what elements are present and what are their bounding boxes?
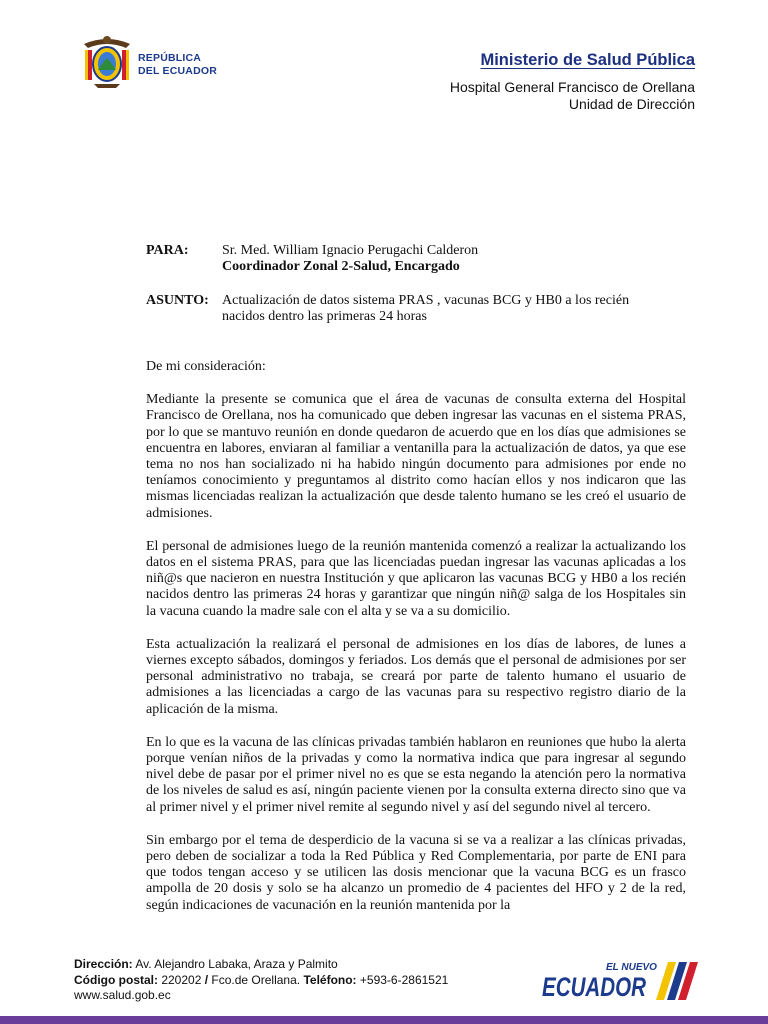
republic-line-1: REPÚBLICA (138, 52, 202, 64)
greeting: De mi consideración: (146, 359, 266, 374)
slash: / (204, 972, 209, 987)
city-value: Fco.de Orellana. (208, 972, 304, 987)
footer-address (74, 957, 448, 973)
hospital-name: Hospital General Francisco de Orellana (449, 79, 695, 95)
unit-name: Unidad de Dirección (568, 96, 695, 112)
paragraph-5: Sin embargo por el tema de desperdicio de la vacuna si se va a realizar a las clínicas privadas, pero deben de socializar a toda la Red Pública y Red Complementaria, por parte de ENI para que todos tengan acceso y se utilicen las dosis mencionar que la vacuna BCG es un frasco ampolla de 20 dosis y solo se ha alcanzo un promedio de 4 pacientes del HFO y 2 de la red, según indicaciones de vacunación en la reunión mantenida por la (146, 832, 686, 913)
paragraph-3: Esta actualización la realizará el personal de admisiones en los días de labores, de lunes a viernes excepto sábados, domingos y feriados. Los demás que el personal de admisiones por ser personal administrativo no trabaja, se creará por parte de talento humano el usuario de admisiones a las licenciadas a cargo de las vacunas para su respectivo registro diario de la aplicación de la misma. (146, 636, 686, 717)
el-nuevo-ecuador-logo (540, 958, 698, 1002)
republic-line-2: DEL ECUADOR (138, 65, 218, 77)
logo-main-text: ECUADOR (542, 972, 647, 1002)
para-label: PARA: (146, 243, 189, 258)
asunto-label: ASUNTO: (146, 293, 209, 308)
paragraph-2: El personal de admisiones luego de la reunión mantenida comenzó a realizar la actualizando los datos en el sistema PRAS, para que las licenciadas puedan ingresar las vacunas aplicadas a los niñ@s que nacieron en nuestra Institución y que aplicaron las vacunas BCG y HB0 a los recién nacidos dentro las primeras 24 horas y garantizar que ningún niñ@ salga de los Hospitales sin la vacuna cuando la madre sale con el alta y se va a su domicilio. (146, 538, 686, 619)
footer-color-bar (0, 1016, 768, 1024)
recipient-title: Coordinador Zonal 2-Salud, Encargado (222, 259, 460, 274)
paragraph-1: Mediante la presente se comunica que el área de vacunas de consulta externa del Hospital Francisco de Orellana, nos ha comunicado que deben ingresar las vacunas en el sistema PRAS, por lo que se mantuvo reunión en donde quedaron de acuerdo que en los días que admisiones se encuentra en labores, enviaran al familiar a ventanilla para la actualización de datos, ya que ese tema no nos han socializado ni ha habido ningún documento para admisiones por ende no teníamos conocimiento y preguntamos al distrito como hacían ellos y nos indicaron que las mismas licenciadas realizan la actualización que desde talento humano se les creó el usuario de admisiones. (146, 392, 686, 521)
logo-top-text: EL NUEVO (606, 962, 657, 973)
recipient-name: Sr. Med. William Ignacio Perugachi Calderon (222, 243, 479, 258)
address-value: Av. Alejandro Labaka, Araza y Palmito (132, 957, 338, 971)
ministry-title: Ministerio de Salud Pública (480, 51, 695, 69)
paragraph-4: En lo que es la vacuna de las clínicas privadas también hablaron en reuniones que hubo la alerta porque venían niños de la privadas y como la normativa indica que para ingresar al segundo nivel debe de pasar por el primer nivel no es que se esta negando la atención pero la normativa de los niveles de salud es así, ningún paciente vienen por la consulta externa directo sino que va al primer nivel y el primer nivel remite al segundo nivel y así del segundo nivel al tercero. (146, 734, 686, 815)
republic-wordmark (138, 52, 217, 78)
postal-value: 220202 (158, 972, 205, 987)
recipient-block (222, 243, 478, 275)
phone-label: Teléfono: (303, 972, 357, 987)
institution-block (450, 79, 695, 113)
postal-label: Código postal: (74, 972, 158, 987)
footer-contact (74, 957, 448, 1004)
footer-website: www.salud.gob.ec (74, 988, 171, 1002)
ecuador-coat-of-arms-icon (80, 32, 134, 90)
address-label: Dirección: (74, 957, 133, 971)
subject-text: Actualización de datos sistema PRAS , vacunas BCG y HB0 a los recién nacidos dentro las primeras 24 horas (222, 293, 630, 324)
letter-body (146, 359, 686, 931)
phone-value: +593-6-2861521 (356, 972, 449, 987)
footer-postal-phone (74, 973, 448, 989)
